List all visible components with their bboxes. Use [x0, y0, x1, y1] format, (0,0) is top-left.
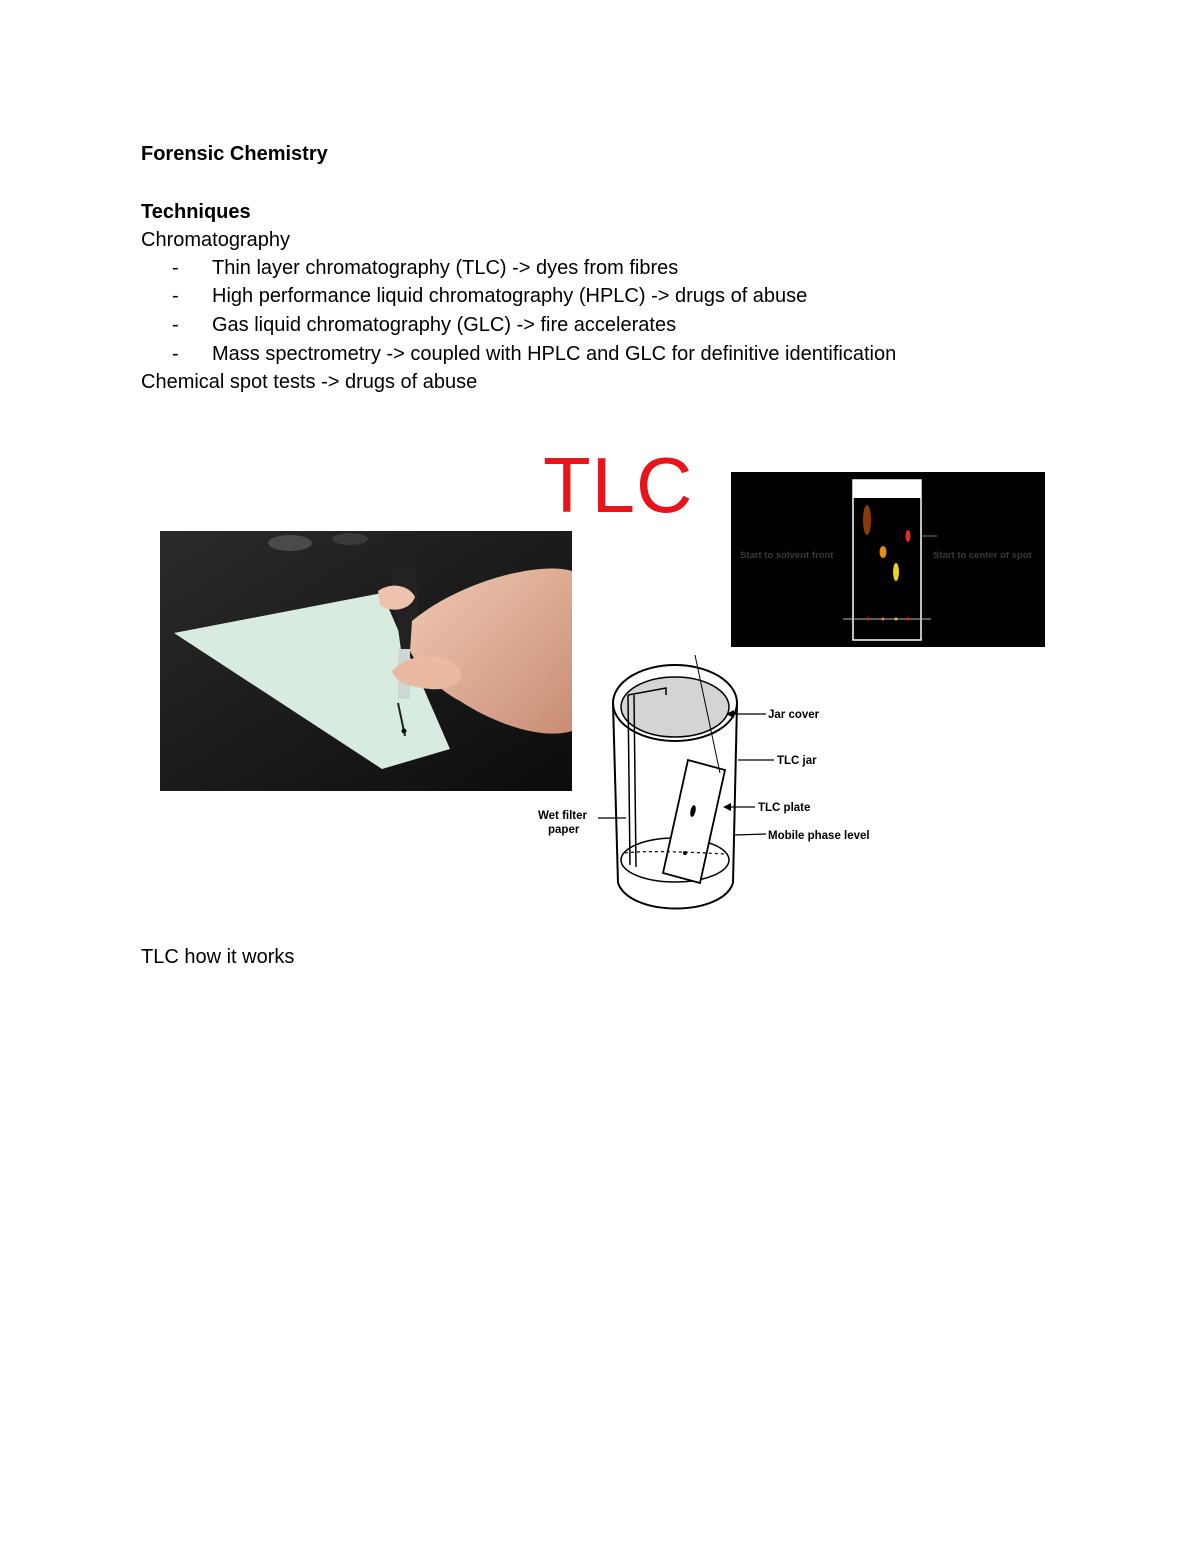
jar-tlc-plate: [663, 760, 725, 883]
bullet-dash: -: [172, 343, 179, 365]
bullet-dash: -: [172, 314, 179, 336]
label-tlc-plate: TLC plate: [758, 802, 811, 814]
tlc-how-it-works: TLC how it works: [141, 946, 295, 968]
plate-left-label: Start to solvent front: [740, 550, 834, 561]
tlc-spotting-illustration: [160, 531, 572, 791]
spot-orange: [880, 546, 887, 558]
spot-brown: [863, 505, 871, 535]
label-wet-filter: Wet filter: [538, 810, 587, 822]
label-wet-filter-paper: paper: [548, 824, 580, 836]
jar-cover: [621, 677, 729, 737]
subheading: Chromatography: [141, 229, 290, 251]
list-item: [172, 282, 807, 310]
list-item-text: Gas liquid chromatography (GLC) -> fire accelerates: [212, 314, 677, 336]
tlc-jar-diagram: [530, 655, 890, 920]
bullet-dash: -: [172, 257, 179, 279]
tlc-plate-illustration: [731, 472, 1045, 647]
label-jar-cover: Jar cover: [768, 709, 820, 721]
spot-tests-line: Chemical spot tests -> drugs of abuse: [141, 371, 478, 393]
plate-outline: [853, 480, 921, 640]
list-item: [172, 254, 678, 282]
tlc-heading: TLC: [543, 441, 694, 529]
spot-red: [906, 530, 911, 542]
list-item: [172, 340, 896, 368]
spot-yellow: [893, 563, 899, 581]
label-mobile-phase: Mobile phase level: [768, 830, 870, 842]
list-item: [172, 311, 676, 339]
label-tlc-jar: TLC jar: [777, 755, 817, 767]
tlc-jar-illustration: [530, 655, 890, 920]
document-title: Forensic Chemistry: [141, 143, 328, 165]
list-item-text: Thin layer chromatography (TLC) -> dyes from fibres: [212, 257, 679, 279]
tlc-plate-diagram: [731, 472, 1045, 647]
section-heading: Techniques: [141, 201, 251, 223]
list-item-text: High performance liquid chromatography (HPLC) -> drugs of abuse: [212, 285, 808, 307]
plate-right-label: Start to center of spot: [933, 550, 1032, 561]
tlc-spotting-photo: [160, 531, 572, 791]
bullet-dash: -: [172, 285, 179, 307]
list-item-text: Mass spectrometry -> coupled with HPLC and GLC for definitive identification: [212, 343, 897, 365]
